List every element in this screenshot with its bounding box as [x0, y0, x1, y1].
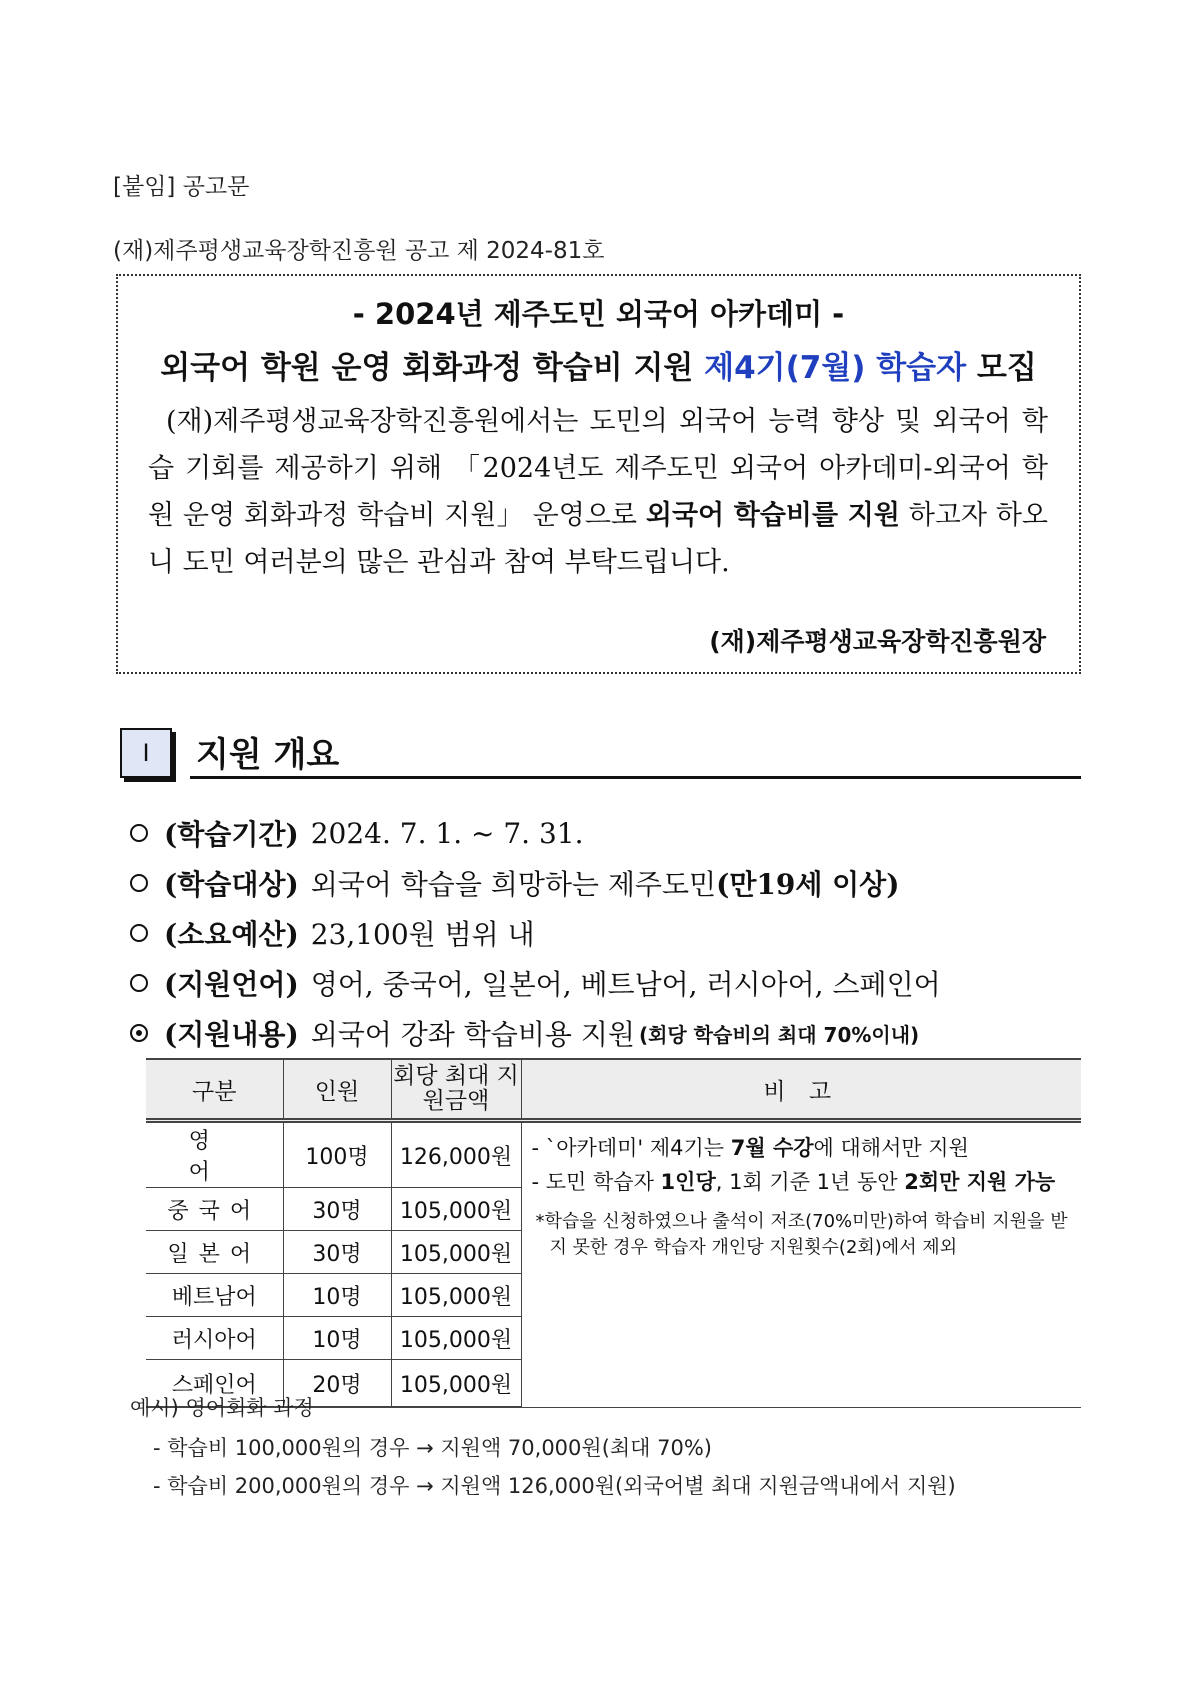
remark-line2 — [532, 1165, 1072, 1199]
bullet-languages — [130, 958, 1090, 1008]
remark-text: - 도민 학습자 — [531, 1170, 661, 1194]
section-title: 지원 개요 — [196, 735, 340, 775]
cell-people: 30명 — [283, 1231, 391, 1274]
remark-text: , 1회 기준 1년 동안 — [715, 1170, 905, 1194]
cell-amount: 105,000원 — [391, 1274, 521, 1317]
title-highlight-text: 제4기(7월) 학습자 — [704, 350, 967, 386]
filled-circle-bullet-icon — [130, 1024, 148, 1042]
bullet-value: 외국어 강좌 학습비용 지원 — [310, 1018, 635, 1051]
bullet-label: (지원내용) — [164, 1018, 299, 1051]
title-end-text: 모집 — [966, 350, 1037, 386]
table-header-row — [146, 1059, 1081, 1121]
section-underline — [190, 776, 1081, 779]
bullet-label: (학습대상) — [164, 868, 299, 901]
cell-language: 스페인어 — [146, 1360, 283, 1408]
cell-remarks — [521, 1121, 1081, 1408]
section-number-box: Ⅰ — [120, 728, 172, 778]
header-category: 구분 — [146, 1059, 283, 1121]
cell-amount: 126,000원 — [391, 1121, 521, 1188]
bullet-suffix: (만19세 이상) — [716, 868, 900, 901]
cell-language: 러시아어 — [146, 1317, 283, 1360]
bullet-value: 외국어 학습을 희망하는 제주도민 — [310, 868, 717, 901]
notice-body-bold: 외국어 학습비를 지원 — [645, 500, 900, 531]
remark-text: - `아카데미' 제4기는 — [531, 1136, 731, 1160]
notice-body — [148, 398, 1048, 586]
cell-language: 베트남어 — [146, 1274, 283, 1317]
support-table — [146, 1058, 1081, 1408]
cell-amount: 105,000원 — [391, 1317, 521, 1360]
bullet-support-content — [130, 1008, 1090, 1058]
notice-title-line2 — [116, 342, 1081, 387]
remark-bold: 1인당 — [660, 1170, 716, 1194]
header-remarks: 비 고 — [521, 1059, 1081, 1121]
example-line2: - 학습비 200,000원의 경우 → 지원액 126,000원(외국어별 최대 지원금액내에서 지원) — [153, 1474, 956, 1498]
cell-amount: 105,000원 — [391, 1360, 521, 1408]
bullet-label: (학습기간) — [164, 818, 299, 851]
title-main-text: 외국어 학원 운영 회화과정 학습비 지원 — [160, 350, 705, 386]
bullet-study-target — [130, 858, 1090, 908]
bullet-label: (소요예산) — [164, 918, 299, 951]
bullet-value: 영어, 중국어, 일본어, 베트남어, 러시아어, 스페인어 — [310, 968, 941, 1001]
cell-amount: 105,000원 — [391, 1188, 521, 1231]
remark-line1 — [532, 1131, 1072, 1165]
remark-note: *학습을 신청하였으나 출석이 저조(70%미만)하여 학습비 지원을 받지 못한 경우 학습자 개인당 지원횟수(2회)에서 제외 — [535, 1211, 1068, 1258]
bullet-small-note: (회당 학습비의 최대 70%이내) — [638, 1022, 920, 1047]
header-max-amount: 회당 최대 지원금액 — [391, 1059, 521, 1121]
circle-bullet-icon — [130, 824, 148, 842]
circle-bullet-icon — [130, 874, 148, 892]
header-people: 인원 — [283, 1059, 391, 1121]
remark-bold: 7월 수강 — [730, 1136, 814, 1160]
bullet-value: 2024. 7. 1. ~ 7. 31. — [310, 816, 584, 850]
circle-bullet-icon — [130, 974, 148, 992]
example-line1: - 학습비 100,000원의 경우 → 지원액 70,000원(최대 70%) — [153, 1436, 712, 1460]
bullet-study-period — [130, 808, 1090, 858]
notice-signature: (재)제주평생교육장학진흥원장 — [709, 627, 1046, 656]
cell-people: 30명 — [283, 1188, 391, 1231]
overview-bullets — [130, 808, 1090, 1058]
cell-language: 영 어 — [146, 1121, 283, 1188]
notice-title-line1: - 2024년 제주도민 외국어 아카데미 - — [352, 297, 845, 331]
cell-people: 10명 — [283, 1274, 391, 1317]
table-row — [146, 1121, 1081, 1188]
notice-body-part1: (재)제주평생교육장학진흥원에서는 도민의 외국어 능력 향상 및 외국어 학습 기회를 제공하기 위해 「2024년도 제주도민 외국어 아카데미-외국어 학원 운영 회화과정 학습비 지원」 운영으로 — [148, 406, 1048, 531]
notice-body-part2: 하고자 하오니 도민 여러분의 많은 관심과 참여 부탁드립니다. — [148, 500, 1049, 578]
cell-people: 100명 — [283, 1121, 391, 1188]
circle-bullet-icon — [130, 924, 148, 942]
example-title: 예시) 영어회화 과정 — [130, 1396, 314, 1420]
bullet-budget — [130, 908, 1090, 958]
notice-number: (재)제주평생교육장학진흥원 공고 제 2024-81호 — [113, 238, 605, 264]
remark-text: 에 대해서만 지원 — [813, 1136, 969, 1160]
cell-language: 일본어 — [146, 1231, 283, 1274]
bullet-value: 23,100원 범위 내 — [310, 918, 535, 951]
bullet-label: (지원언어) — [164, 968, 299, 1001]
cell-language: 중국어 — [146, 1188, 283, 1231]
cell-amount: 105,000원 — [391, 1231, 521, 1274]
attachment-label: [붙임] 공고문 — [113, 174, 250, 200]
cell-people: 10명 — [283, 1317, 391, 1360]
cell-people: 20명 — [283, 1360, 391, 1408]
remark-bold: 2회만 지원 가능 — [904, 1170, 1056, 1194]
